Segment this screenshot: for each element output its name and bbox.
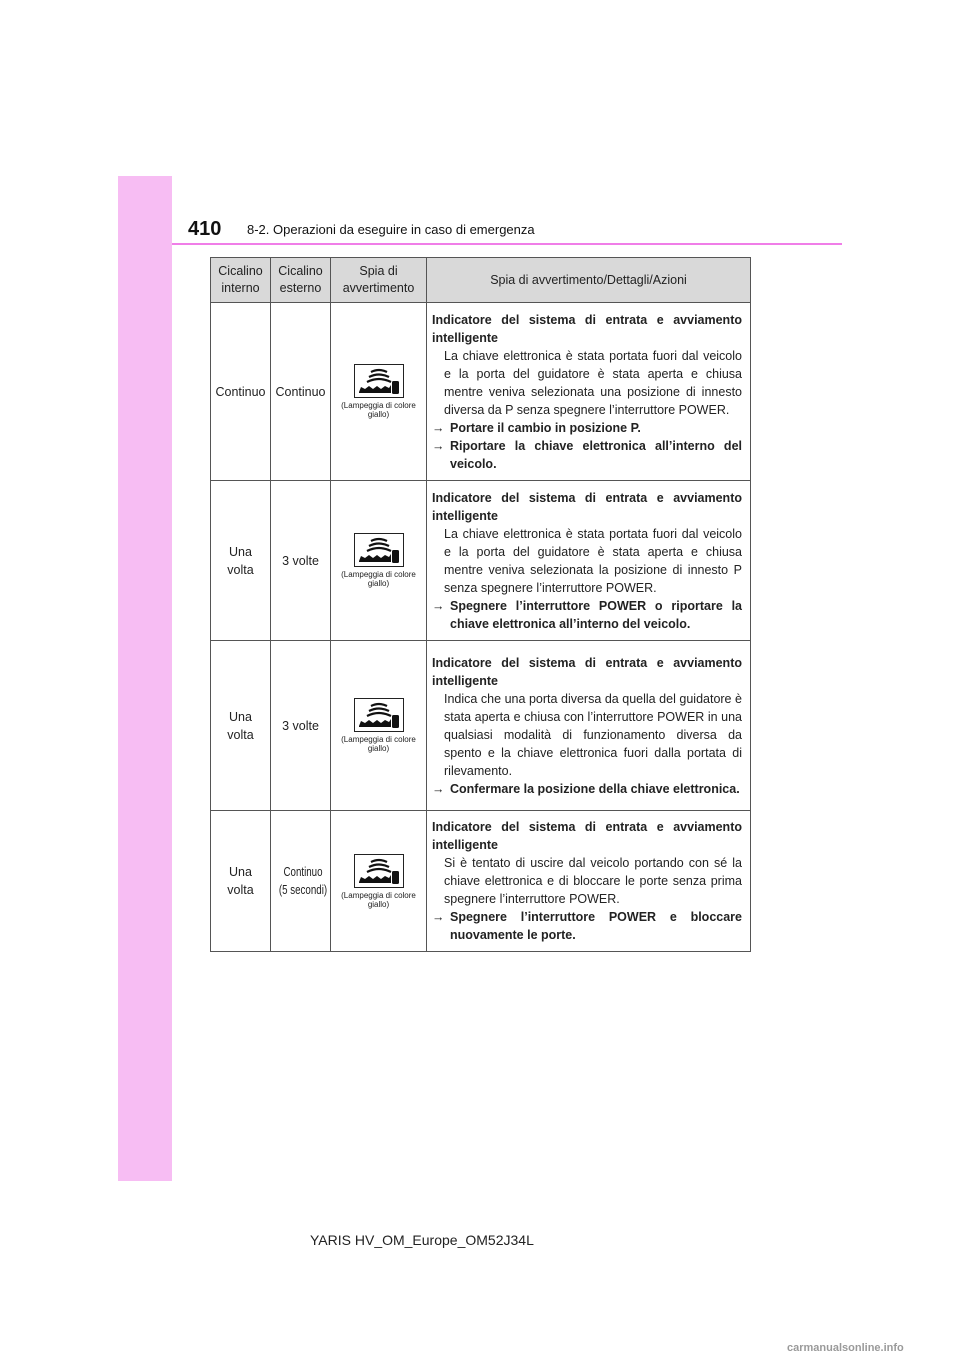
table-row (211, 481, 751, 641)
column-header-internal-buzzer: Cicalino interno (211, 258, 271, 303)
page-number: 410 (188, 218, 222, 240)
action-item: → Riportare la chiave elettronica all’interno del veicolo. (432, 438, 742, 471)
table-row (211, 641, 751, 811)
warning-light-cell (331, 811, 427, 952)
warning-light-cell (331, 481, 427, 641)
warning-light-cell (331, 641, 427, 811)
action-item: → Portare il cambio in posizione P. (432, 420, 641, 435)
details-cell (427, 303, 751, 481)
warning-light-caption: (Lampeggia di colore giallo) (341, 890, 416, 909)
action-item: → Spegnere l’interruttore POWER e bloccare nuovamente le porte. (432, 910, 742, 942)
smart-key-warning-icon (354, 854, 404, 888)
warning-table (210, 257, 751, 952)
indicator-description: Si è tentato di uscire dal veicolo portando con sé la chiave elettronica e di bloccare le porte senza prima spegnere l’interruttore POWER. (444, 856, 742, 906)
external-buzzer-cell: Continuo (5 secondi) (271, 811, 331, 952)
indicator-title: Indicatore del sistema di entrata e avviamento intelligente (432, 820, 742, 852)
arrow-right-icon: → (432, 420, 445, 435)
document-code: YARIS HV_OM_Europe_OM52J34L (310, 1232, 534, 1248)
warning-light-caption: (Lampeggia di colore giallo) (341, 401, 416, 419)
table-row (211, 811, 751, 952)
section-title: 8-2. Operazioni da eseguire in caso di emergenza (247, 222, 535, 237)
column-header-warning-light: Spia di avvertimento (331, 258, 427, 303)
smart-key-warning-icon (354, 533, 404, 567)
internal-buzzer-cell: Una volta (211, 641, 271, 811)
action-item: → Confermare la posizione della chiave elettronica. (432, 781, 740, 796)
warning-light-caption: (Lampeggia di colore giallo) (341, 570, 416, 588)
watermark: carmanualsonline.info (787, 1342, 904, 1354)
indicator-description: La chiave elettronica è stata portata fuori dal veicolo e la porta del guidatore è stata aperta e chiusa mentre veniva selezionata una posizione di innesto diversa da P senza spegnere l’interruttore POWER. (444, 348, 742, 417)
arrow-right-icon: → (432, 438, 445, 453)
column-header-details-actions: Spia di avvertimento/Dettagli/Azioni (427, 258, 751, 303)
indicator-title: Indicatore del sistema di entrata e avviamento intelligente (432, 655, 742, 688)
arrow-right-icon: → (432, 781, 445, 796)
external-buzzer-cell: Continuo (271, 303, 331, 481)
action-item: → Spegnere l’interruttore POWER o riportare la chiave elettronica all’interno del veicolo. (432, 598, 742, 631)
indicator-title: Indicatore del sistema di entrata e avviamento intelligente (432, 490, 742, 523)
smart-key-warning-icon (354, 698, 404, 732)
smart-key-warning-icon (354, 364, 404, 398)
warning-light-cell (331, 303, 427, 481)
table-row (211, 303, 751, 481)
side-color-band (118, 176, 172, 1181)
arrow-right-icon: → (432, 598, 445, 613)
details-cell (427, 811, 751, 952)
internal-buzzer-cell: Una volta (211, 811, 271, 952)
internal-buzzer-cell: Continuo (211, 303, 271, 481)
arrow-right-icon: → (432, 910, 445, 924)
indicator-title: Indicatore del sistema di entrata e avviamento intelligente (432, 312, 742, 345)
external-buzzer-cell: 3 volte (271, 481, 331, 641)
indicator-description: La chiave elettronica è stata portata fuori dal veicolo e la porta del guidatore è stata aperta e chiusa mentre veniva selezionata la posizione di innesto P senza spegnere l’interruttore POWER. (444, 526, 742, 595)
details-cell (427, 481, 751, 641)
internal-buzzer-cell: Una volta (211, 481, 271, 641)
header-rule (172, 243, 842, 245)
warning-light-caption: (Lampeggia di colore giallo) (341, 735, 416, 753)
table-header-row (211, 258, 751, 303)
external-buzzer-cell: 3 volte (271, 641, 331, 811)
indicator-description: Indica che una porta diversa da quella del guidatore è stata aperta e chiusa con l’interruttore POWER in una qualsiasi modalità di funzionamento diversa da spento e la chiave elettronica fuori dalla portata di rilevamento. (444, 691, 742, 778)
column-header-external-buzzer: Cicalino esterno (271, 258, 331, 303)
details-cell (427, 641, 751, 811)
